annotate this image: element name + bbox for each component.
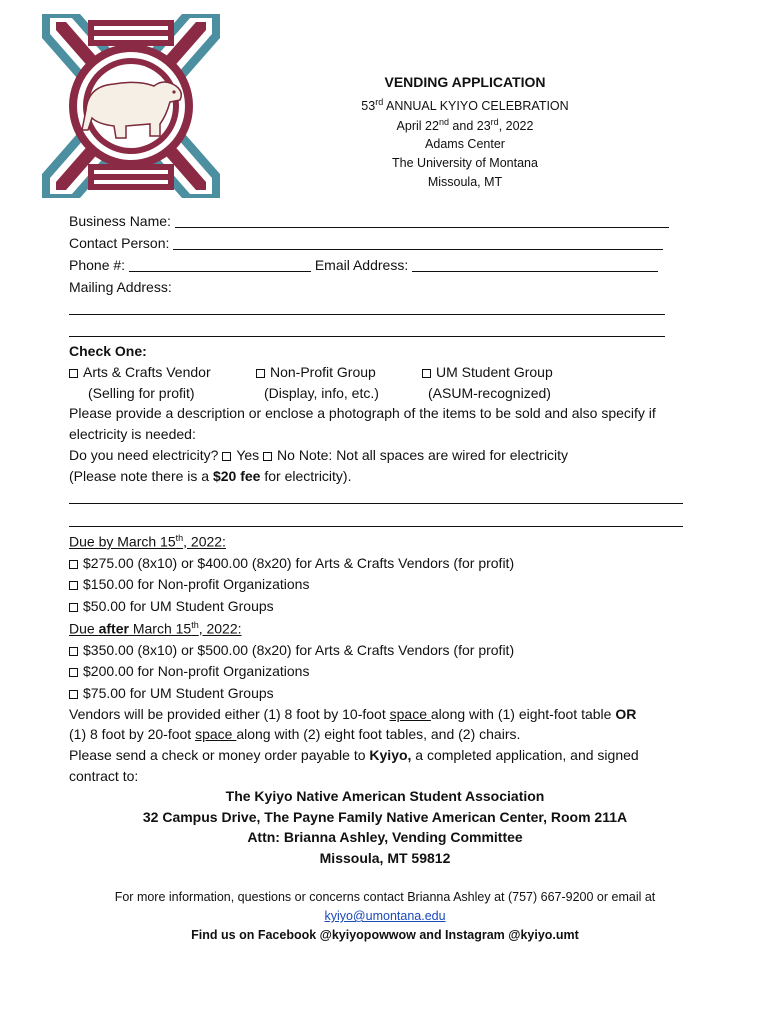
form-title: VENDING APPLICATION — [384, 74, 546, 90]
price-item[interactable]: $200.00 for Non-profit Organizations — [69, 663, 309, 679]
price-item[interactable]: $75.00 for UM Student Groups — [69, 685, 274, 701]
more-info-text: For more information, questions or concerns contact Brianna Ashley at (757) 667-9200 or email at — [114, 890, 656, 904]
contact-person-field[interactable] — [173, 236, 663, 250]
checkbox-icon — [69, 560, 78, 569]
checkbox-icon — [69, 369, 78, 378]
social-media-text: Find us on Facebook @kyiyopowwow and Instagram @kyiyo.umt — [191, 928, 579, 942]
contact-person-label: Contact Person: — [69, 235, 170, 251]
checkbox-icon — [422, 369, 431, 378]
payment-instruction-2: contract to: — [69, 768, 139, 784]
email-link-row — [0, 909, 770, 923]
space-info-line-2: (1) 8 foot by 20-foot space along with (2) eight foot tables, and (2) chairs. — [69, 726, 521, 742]
checkbox-icon — [69, 647, 78, 656]
address-line-1: The Kyiyo Native American Student Association — [225, 788, 545, 804]
checkbox-icon — [69, 603, 78, 612]
university: The University of Montana — [392, 156, 538, 170]
price-item[interactable]: $350.00 (8x10) or $500.00 (8x20) for Arts & Crafts Vendors (for profit) — [69, 642, 514, 658]
phone-label: Phone #: — [69, 257, 126, 273]
email-link[interactable]: kyiyo@umontana.edu — [324, 909, 446, 923]
option-non-profit-sub: (Display, info, etc.) — [264, 385, 379, 401]
checkbox-icon — [222, 452, 231, 461]
business-name-row — [69, 213, 669, 229]
description-instruction-2: electricity is needed: — [69, 426, 196, 442]
phone-email-row — [69, 257, 658, 273]
payment-instruction-1: Please send a check or money order payable to Kyiyo, a completed application, and signed — [69, 747, 639, 763]
price-item[interactable]: $275.00 (8x10) or $400.00 (8x20) for Arts & Crafts Vendors (for profit) — [69, 555, 514, 571]
business-name-label: Business Name: — [69, 213, 171, 229]
mailing-address-line-2[interactable] — [69, 336, 665, 337]
phone-field[interactable] — [129, 258, 311, 272]
due-by-heading: Due by March 15th, 2022: — [69, 533, 226, 550]
option-arts-crafts[interactable]: Arts & Crafts Vendor — [69, 364, 211, 380]
checkbox-icon — [69, 690, 78, 699]
celebration-title: 53rd ANNUAL KYIYO CELEBRATION — [361, 97, 569, 114]
price-item[interactable]: $150.00 for Non-profit Organizations — [69, 576, 309, 592]
contact-person-row — [69, 235, 663, 251]
electricity-yes-option[interactable]: Yes — [222, 447, 259, 463]
option-arts-crafts-sub: (Selling for profit) — [88, 385, 195, 401]
electricity-note: Note: Not all spaces are wired for electricity — [298, 447, 569, 463]
event-dates: April 22nd and 23rd, 2022 — [396, 117, 534, 134]
city: Missoula, MT — [427, 175, 503, 189]
electricity-no-option[interactable]: No — [263, 447, 295, 463]
email-field[interactable] — [412, 258, 658, 272]
option-um-student[interactable]: UM Student Group — [422, 364, 553, 380]
electricity-fee-note: (Please note there is a $20 fee for electricity). — [69, 468, 352, 484]
description-line-1[interactable] — [69, 503, 683, 504]
checkbox-icon — [69, 581, 78, 590]
address-line-2: 32 Campus Drive, The Payne Family Native American Center, Room 211A — [142, 809, 628, 825]
space-info-line-1: Vendors will be provided either (1) 8 foot by 10-foot space along with (1) eight-foot table OR — [69, 706, 637, 722]
electricity-question-row — [69, 447, 568, 463]
due-after-heading: Due after March 15th, 2022: — [69, 620, 242, 637]
venue: Adams Center — [425, 137, 505, 151]
address-line-3: Attn: Brianna Ashley, Vending Committee — [247, 829, 523, 845]
checkbox-icon — [69, 668, 78, 677]
check-one-heading: Check One: — [69, 343, 147, 359]
mailing-address-line-1[interactable] — [69, 314, 665, 315]
option-um-student-sub: (ASUM-recognized) — [428, 385, 551, 401]
option-non-profit[interactable]: Non-Profit Group — [256, 364, 376, 380]
kyiyo-bear-logo — [42, 14, 220, 198]
address-line-4: Missoula, MT 59812 — [319, 850, 451, 866]
description-instruction-1: Please provide a description or enclose a photograph of the items to be sold and also specify if — [69, 405, 656, 421]
price-item[interactable]: $50.00 for UM Student Groups — [69, 598, 274, 614]
checkbox-icon — [263, 452, 272, 461]
description-line-2[interactable] — [69, 526, 683, 527]
mailing-address-label: Mailing Address: — [69, 279, 172, 295]
electricity-question: Do you need electricity? — [69, 447, 219, 463]
checkbox-icon — [256, 369, 265, 378]
email-label: Email Address: — [314, 257, 409, 273]
business-name-field[interactable] — [175, 214, 669, 228]
